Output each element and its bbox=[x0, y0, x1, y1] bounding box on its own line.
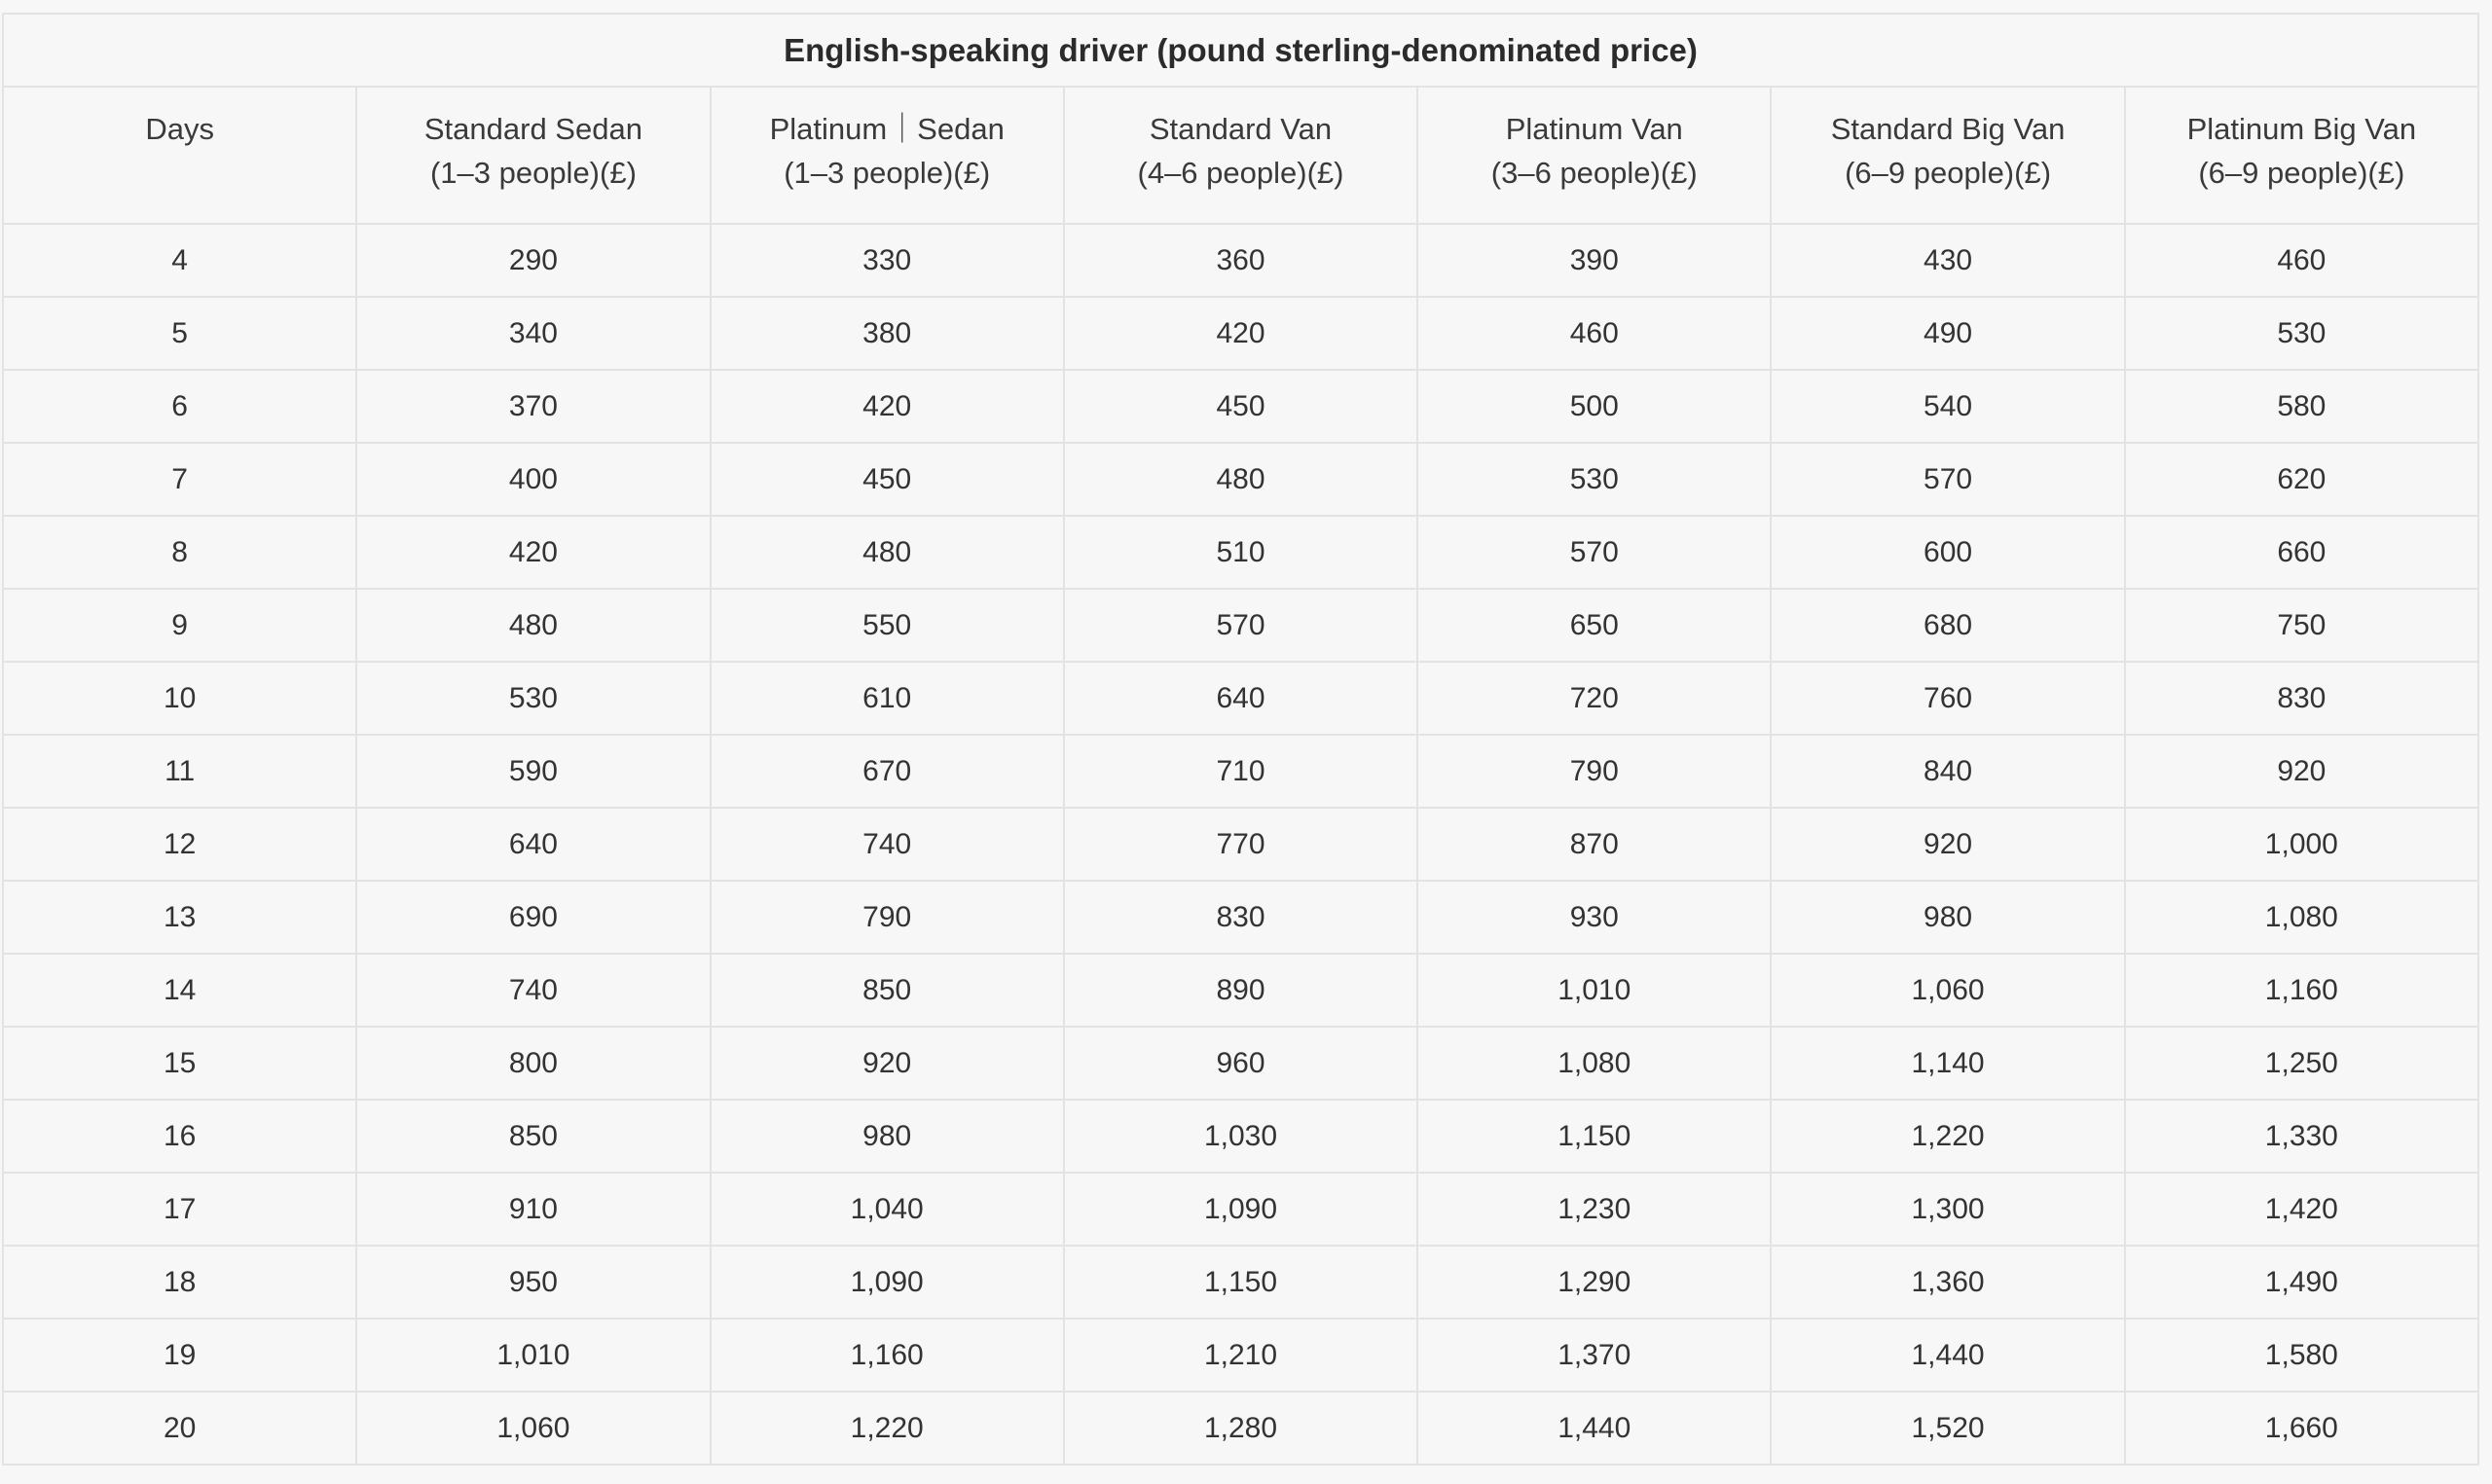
price-cell: 850 bbox=[356, 1100, 710, 1173]
price-cell: 1,010 bbox=[1417, 954, 1771, 1027]
price-cell: 400 bbox=[356, 443, 710, 516]
price-cell: 460 bbox=[2125, 224, 2478, 297]
price-cell: 650 bbox=[1417, 589, 1771, 662]
column-header-capacity: (6–9 people)(£) bbox=[2198, 156, 2405, 190]
price-cell: 790 bbox=[1417, 735, 1771, 808]
column-header bbox=[711, 87, 1064, 224]
price-cell: 530 bbox=[2125, 297, 2478, 370]
price-cell: 1,230 bbox=[1417, 1173, 1771, 1246]
price-cell: 420 bbox=[356, 516, 710, 589]
column-header bbox=[3, 87, 356, 224]
days-cell: 11 bbox=[3, 735, 356, 808]
column-header-label: Standard Van bbox=[1149, 112, 1333, 146]
price-cell: 830 bbox=[1064, 881, 1417, 954]
column-header-capacity: (4–6 people)(£) bbox=[1137, 156, 1344, 190]
price-cell: 1,490 bbox=[2125, 1246, 2478, 1319]
price-cell: 530 bbox=[356, 662, 710, 735]
price-cell: 1,330 bbox=[2125, 1100, 2478, 1173]
price-cell: 640 bbox=[1064, 662, 1417, 735]
table-title: English-speaking driver (pound sterling-denominated price) bbox=[3, 14, 2478, 87]
price-cell: 890 bbox=[1064, 954, 1417, 1027]
price-cell: 840 bbox=[1771, 735, 2124, 808]
price-cell: 980 bbox=[1771, 881, 2124, 954]
price-cell: 480 bbox=[356, 589, 710, 662]
price-cell: 460 bbox=[1417, 297, 1771, 370]
price-cell: 330 bbox=[711, 224, 1064, 297]
price-table bbox=[2, 13, 2479, 1466]
price-cell: 1,080 bbox=[2125, 881, 2478, 954]
price-cell: 500 bbox=[1417, 370, 1771, 443]
column-header bbox=[1064, 87, 1417, 224]
price-cell: 1,160 bbox=[711, 1319, 1064, 1392]
price-cell: 420 bbox=[1064, 297, 1417, 370]
price-cell: 920 bbox=[1771, 808, 2124, 881]
price-cell: 1,220 bbox=[1771, 1100, 2124, 1173]
column-header-row bbox=[3, 87, 2478, 224]
price-cell: 920 bbox=[711, 1027, 1064, 1100]
price-cell: 370 bbox=[356, 370, 710, 443]
table-row bbox=[3, 954, 2478, 1027]
price-cell: 340 bbox=[356, 297, 710, 370]
column-header-label: Platinum｜Sedan bbox=[769, 112, 1005, 146]
price-cell: 450 bbox=[711, 443, 1064, 516]
price-cell: 910 bbox=[356, 1173, 710, 1246]
price-cell: 770 bbox=[1064, 808, 1417, 881]
price-cell: 1,060 bbox=[356, 1392, 710, 1465]
price-cell: 1,370 bbox=[1417, 1319, 1771, 1392]
days-cell: 9 bbox=[3, 589, 356, 662]
price-cell: 690 bbox=[356, 881, 710, 954]
price-cell: 1,250 bbox=[2125, 1027, 2478, 1100]
price-cell: 1,150 bbox=[1417, 1100, 1771, 1173]
table-row bbox=[3, 1319, 2478, 1392]
price-cell: 1,040 bbox=[711, 1173, 1064, 1246]
price-cell: 550 bbox=[711, 589, 1064, 662]
price-cell: 490 bbox=[1771, 297, 2124, 370]
price-cell: 1,000 bbox=[2125, 808, 2478, 881]
days-cell: 7 bbox=[3, 443, 356, 516]
days-cell: 5 bbox=[3, 297, 356, 370]
table-row bbox=[3, 662, 2478, 735]
price-cell: 1,440 bbox=[1771, 1319, 2124, 1392]
column-header-capacity: (1–3 people)(£) bbox=[784, 156, 991, 190]
price-cell: 1,660 bbox=[2125, 1392, 2478, 1465]
table-row bbox=[3, 1027, 2478, 1100]
column-header-label: Standard Big Van bbox=[1830, 112, 2066, 146]
column-header-capacity: (6–9 people)(£) bbox=[1845, 156, 2052, 190]
column-header bbox=[1771, 87, 2124, 224]
price-cell: 660 bbox=[2125, 516, 2478, 589]
table-row bbox=[3, 881, 2478, 954]
table-head bbox=[3, 14, 2478, 224]
price-cell: 830 bbox=[2125, 662, 2478, 735]
column-header-label: Platinum Van bbox=[1505, 112, 1683, 146]
days-cell: 16 bbox=[3, 1100, 356, 1173]
price-cell: 670 bbox=[711, 735, 1064, 808]
table-row bbox=[3, 808, 2478, 881]
table-row bbox=[3, 297, 2478, 370]
price-cell: 620 bbox=[2125, 443, 2478, 516]
table-row bbox=[3, 1100, 2478, 1173]
table-row bbox=[3, 224, 2478, 297]
price-cell: 870 bbox=[1417, 808, 1771, 881]
price-cell: 380 bbox=[711, 297, 1064, 370]
days-cell: 6 bbox=[3, 370, 356, 443]
days-cell: 10 bbox=[3, 662, 356, 735]
days-cell: 13 bbox=[3, 881, 356, 954]
price-cell: 450 bbox=[1064, 370, 1417, 443]
table-row bbox=[3, 735, 2478, 808]
price-cell: 920 bbox=[2125, 735, 2478, 808]
table-title-row bbox=[3, 14, 2478, 87]
price-cell: 800 bbox=[356, 1027, 710, 1100]
price-cell: 850 bbox=[711, 954, 1064, 1027]
price-cell: 610 bbox=[711, 662, 1064, 735]
price-cell: 570 bbox=[1064, 589, 1417, 662]
price-cell: 1,080 bbox=[1417, 1027, 1771, 1100]
column-header-label: Platinum Big Van bbox=[2186, 112, 2417, 146]
column-header bbox=[356, 87, 710, 224]
days-cell: 19 bbox=[3, 1319, 356, 1392]
table-row bbox=[3, 1246, 2478, 1319]
table-row bbox=[3, 1173, 2478, 1246]
price-cell: 1,010 bbox=[356, 1319, 710, 1392]
table-body bbox=[3, 224, 2478, 1465]
column-header-capacity: (3–6 people)(£) bbox=[1490, 156, 1698, 190]
price-cell: 1,220 bbox=[711, 1392, 1064, 1465]
days-cell: 12 bbox=[3, 808, 356, 881]
column-header bbox=[1417, 87, 1771, 224]
price-cell: 360 bbox=[1064, 224, 1417, 297]
table-row bbox=[3, 443, 2478, 516]
table-row bbox=[3, 1392, 2478, 1465]
price-cell: 480 bbox=[1064, 443, 1417, 516]
price-cell: 750 bbox=[2125, 589, 2478, 662]
days-cell: 15 bbox=[3, 1027, 356, 1100]
price-cell: 1,520 bbox=[1771, 1392, 2124, 1465]
days-cell: 4 bbox=[3, 224, 356, 297]
price-cell: 510 bbox=[1064, 516, 1417, 589]
price-cell: 1,290 bbox=[1417, 1246, 1771, 1319]
price-cell: 1,060 bbox=[1771, 954, 2124, 1027]
price-cell: 530 bbox=[1417, 443, 1771, 516]
price-cell: 1,420 bbox=[2125, 1173, 2478, 1246]
price-cell: 390 bbox=[1417, 224, 1771, 297]
price-cell: 1,300 bbox=[1771, 1173, 2124, 1246]
price-cell: 430 bbox=[1771, 224, 2124, 297]
price-cell: 580 bbox=[2125, 370, 2478, 443]
column-header bbox=[2125, 87, 2478, 224]
table-row bbox=[3, 589, 2478, 662]
price-cell: 950 bbox=[356, 1246, 710, 1319]
days-cell: 14 bbox=[3, 954, 356, 1027]
price-cell: 1,580 bbox=[2125, 1319, 2478, 1392]
price-cell: 1,280 bbox=[1064, 1392, 1417, 1465]
price-cell: 570 bbox=[1771, 443, 2124, 516]
column-header-label: Days bbox=[145, 112, 214, 146]
price-cell: 680 bbox=[1771, 589, 2124, 662]
price-cell: 740 bbox=[356, 954, 710, 1027]
table-row bbox=[3, 516, 2478, 589]
days-cell: 18 bbox=[3, 1246, 356, 1319]
price-cell: 570 bbox=[1417, 516, 1771, 589]
price-cell: 480 bbox=[711, 516, 1064, 589]
price-cell: 1,090 bbox=[1064, 1173, 1417, 1246]
column-header-label: Standard Sedan bbox=[423, 112, 642, 146]
price-cell: 960 bbox=[1064, 1027, 1417, 1100]
price-cell: 710 bbox=[1064, 735, 1417, 808]
price-cell: 1,140 bbox=[1771, 1027, 2124, 1100]
price-cell: 790 bbox=[711, 881, 1064, 954]
price-cell: 1,160 bbox=[2125, 954, 2478, 1027]
price-cell: 930 bbox=[1417, 881, 1771, 954]
column-header-capacity: (1–3 people)(£) bbox=[429, 156, 637, 190]
price-cell: 420 bbox=[711, 370, 1064, 443]
price-cell: 640 bbox=[356, 808, 710, 881]
price-cell: 740 bbox=[711, 808, 1064, 881]
price-cell: 760 bbox=[1771, 662, 2124, 735]
price-cell: 540 bbox=[1771, 370, 2124, 443]
price-cell: 1,090 bbox=[711, 1246, 1064, 1319]
days-cell: 17 bbox=[3, 1173, 356, 1246]
price-cell: 1,440 bbox=[1417, 1392, 1771, 1465]
price-cell: 720 bbox=[1417, 662, 1771, 735]
price-cell: 1,210 bbox=[1064, 1319, 1417, 1392]
price-cell: 1,030 bbox=[1064, 1100, 1417, 1173]
price-cell: 290 bbox=[356, 224, 710, 297]
days-cell: 8 bbox=[3, 516, 356, 589]
price-cell: 1,150 bbox=[1064, 1246, 1417, 1319]
price-cell: 980 bbox=[711, 1100, 1064, 1173]
price-cell: 1,360 bbox=[1771, 1246, 2124, 1319]
price-cell: 600 bbox=[1771, 516, 2124, 589]
table-row bbox=[3, 370, 2478, 443]
days-cell: 20 bbox=[3, 1392, 356, 1465]
price-cell: 590 bbox=[356, 735, 710, 808]
